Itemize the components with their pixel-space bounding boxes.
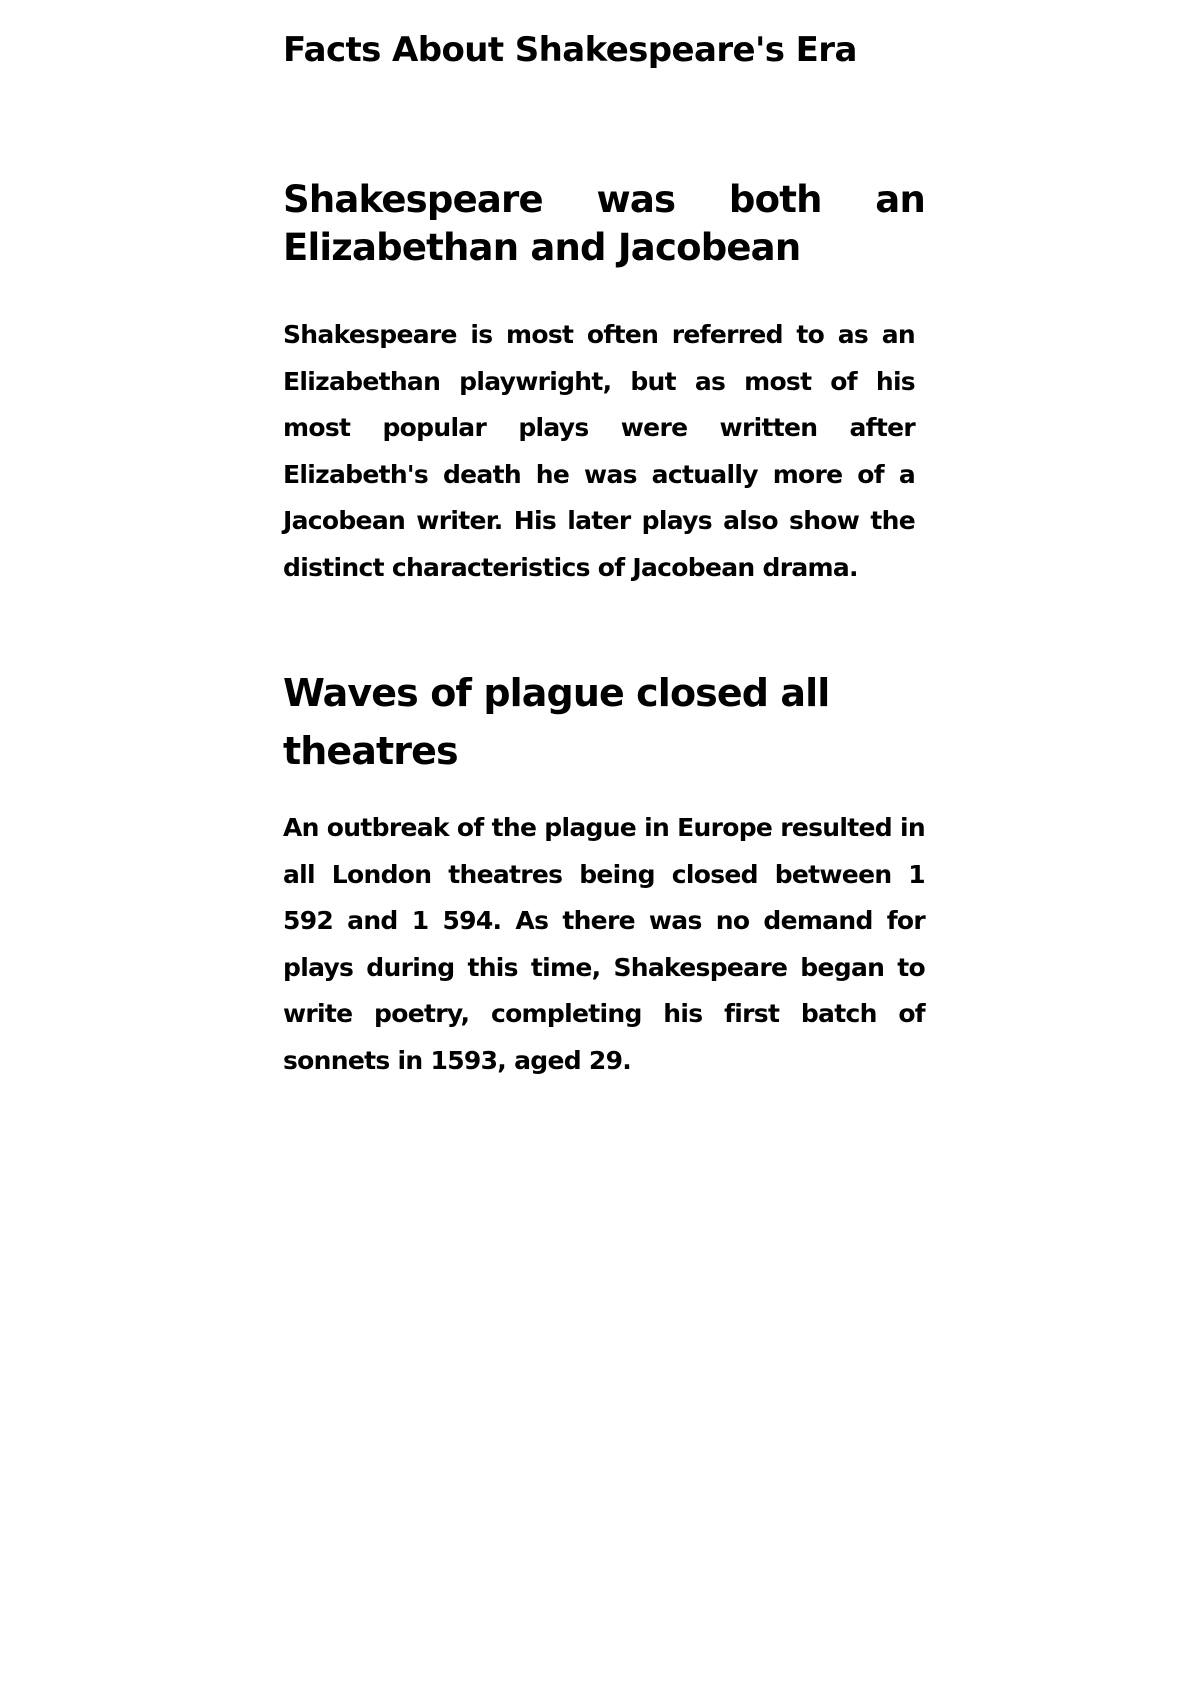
section-heading-plague: Waves of plague closed all theatres	[283, 671, 830, 773]
section-body-plague: An outbreak of the plague in Europe resulted in all London theatres being closed between 1 592 and 1 594. As there was no demand for plays during this time, Shakespeare began to write poetry, completing his first batch of sonnets in 1593, aged 29.	[283, 813, 925, 1075]
section-heading-elizabethan-jacobean: Shakespeare was both an Elizabethan and Jacobean	[283, 178, 925, 269]
document-title: Facts About Shakespeare's Era	[283, 30, 857, 70]
section-body-elizabethan-jacobean: Shakespeare is most often referred to as an Elizabethan playwright, but as most of his most popular plays were written after Elizabeth's death he was actually more of a Jacobean writer. His later plays also show the distinct characteristics of Jacobean drama.	[283, 320, 915, 582]
